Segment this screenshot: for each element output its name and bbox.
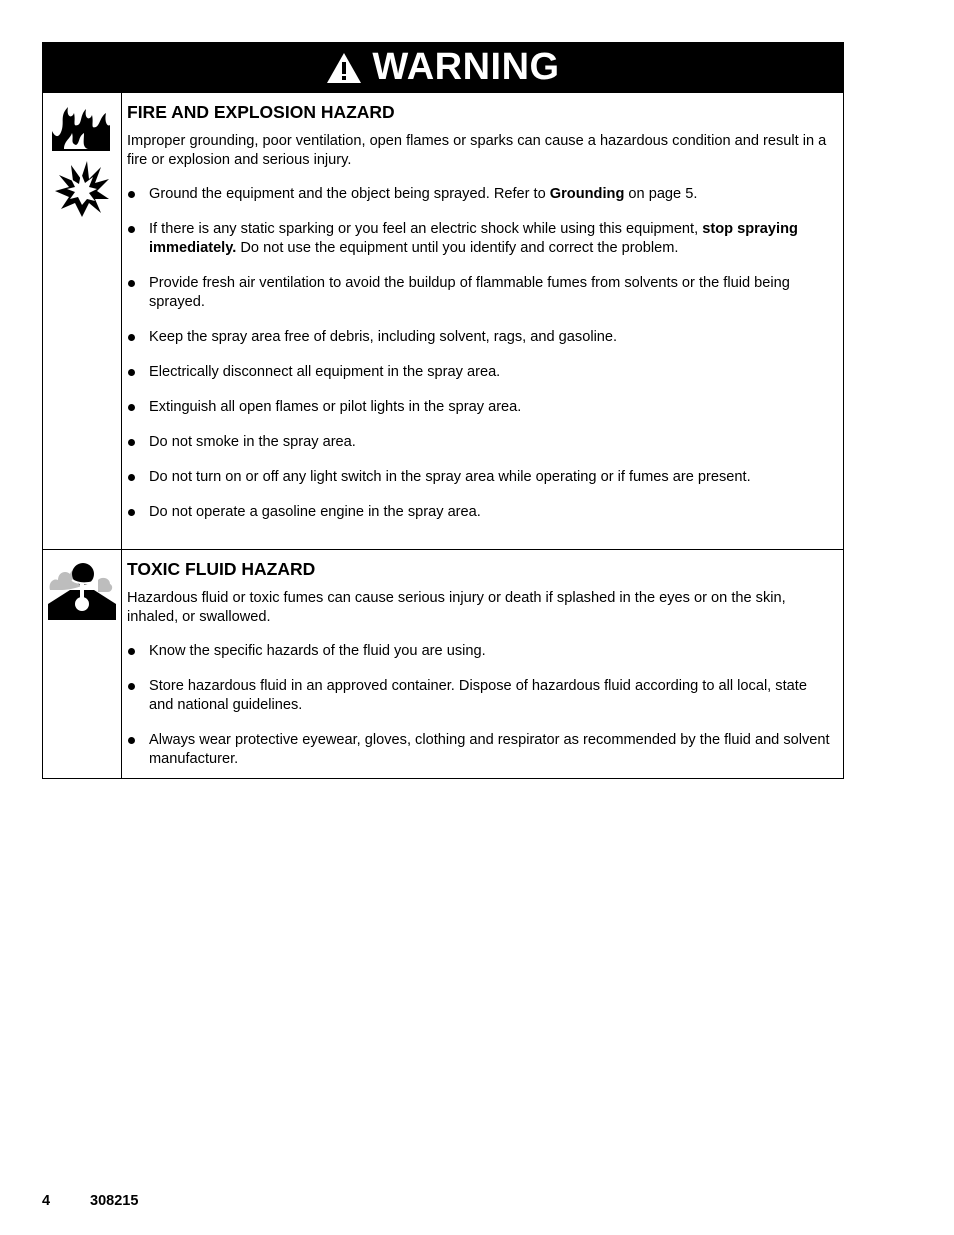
grounding-reference: Grounding: [549, 186, 625, 202]
page-footer: [42, 1193, 138, 1209]
stop-spraying-emphasis: stop spraying immediately.: [149, 221, 798, 256]
toxic-icon-column: [43, 550, 122, 778]
toxic-content: [122, 550, 843, 778]
toxic-bullet-list: [127, 642, 835, 769]
list-item: Do not operate a gasoline engine in the spray area.: [127, 503, 835, 522]
warning-title: WARNING: [372, 46, 560, 88]
explosion-icon: [53, 159, 111, 219]
warning-table: [42, 42, 844, 779]
list-item: Store hazardous fluid in an approved container. Dispose of hazardous fluid according to all local, state and national guidelines.: [127, 677, 835, 715]
fire-content: [122, 93, 843, 549]
list-item: Electrically disconnect all equipment in the spray area.: [127, 363, 835, 382]
toxic-fumes-icon: [48, 560, 116, 626]
fire-intro: Improper grounding, poor ventilation, open flames or sparks can cause a hazardous condition and result in a fire or explosion and serious injury.: [127, 133, 827, 168]
fire-bullet-list: [127, 185, 835, 522]
toxic-fluid-section: [42, 550, 844, 779]
list-item: Do not turn on or off any light switch in the spray area while operating or if fumes are present.: [127, 468, 835, 487]
document-number: 308215: [90, 1193, 139, 1209]
fire-icon-column: [43, 93, 122, 549]
warning-banner: [42, 42, 844, 93]
toxic-heading: TOXIC FLUID HAZARD: [127, 559, 316, 579]
list-item: Ground the equipment and the object being sprayed. Refer to Grounding on page 5.: [127, 185, 835, 204]
list-item: Extinguish all open flames or pilot lights in the spray area.: [127, 398, 835, 417]
fire-icon: [50, 101, 112, 153]
fire-explosion-section: [42, 93, 844, 550]
fire-heading: FIRE AND EXPLOSION HAZARD: [127, 102, 395, 122]
warning-triangle-icon: [326, 52, 362, 84]
list-item: Keep the spray area free of debris, including solvent, rags, and gasoline.: [127, 328, 835, 347]
list-item: Do not smoke in the spray area.: [127, 433, 835, 452]
list-item: Provide fresh air ventilation to avoid the buildup of flammable fumes from solvents or the fluid being sprayed.: [127, 274, 835, 312]
list-item: If there is any static sparking or you feel an electric shock while using this equipment, stop spraying immediately. Do not use the equipment until you identify and correct the problem.: [127, 220, 835, 258]
list-item: Always wear protective eyewear, gloves, clothing and respirator as recommended by the fluid and solvent manufacturer.: [127, 731, 835, 769]
page-number: 4: [42, 1193, 51, 1209]
list-item: Know the specific hazards of the fluid you are using.: [127, 642, 835, 661]
toxic-intro: Hazardous fluid or toxic fumes can cause serious injury or death if splashed in the eyes or on the skin, inhaled, or swallowed.: [127, 590, 786, 625]
